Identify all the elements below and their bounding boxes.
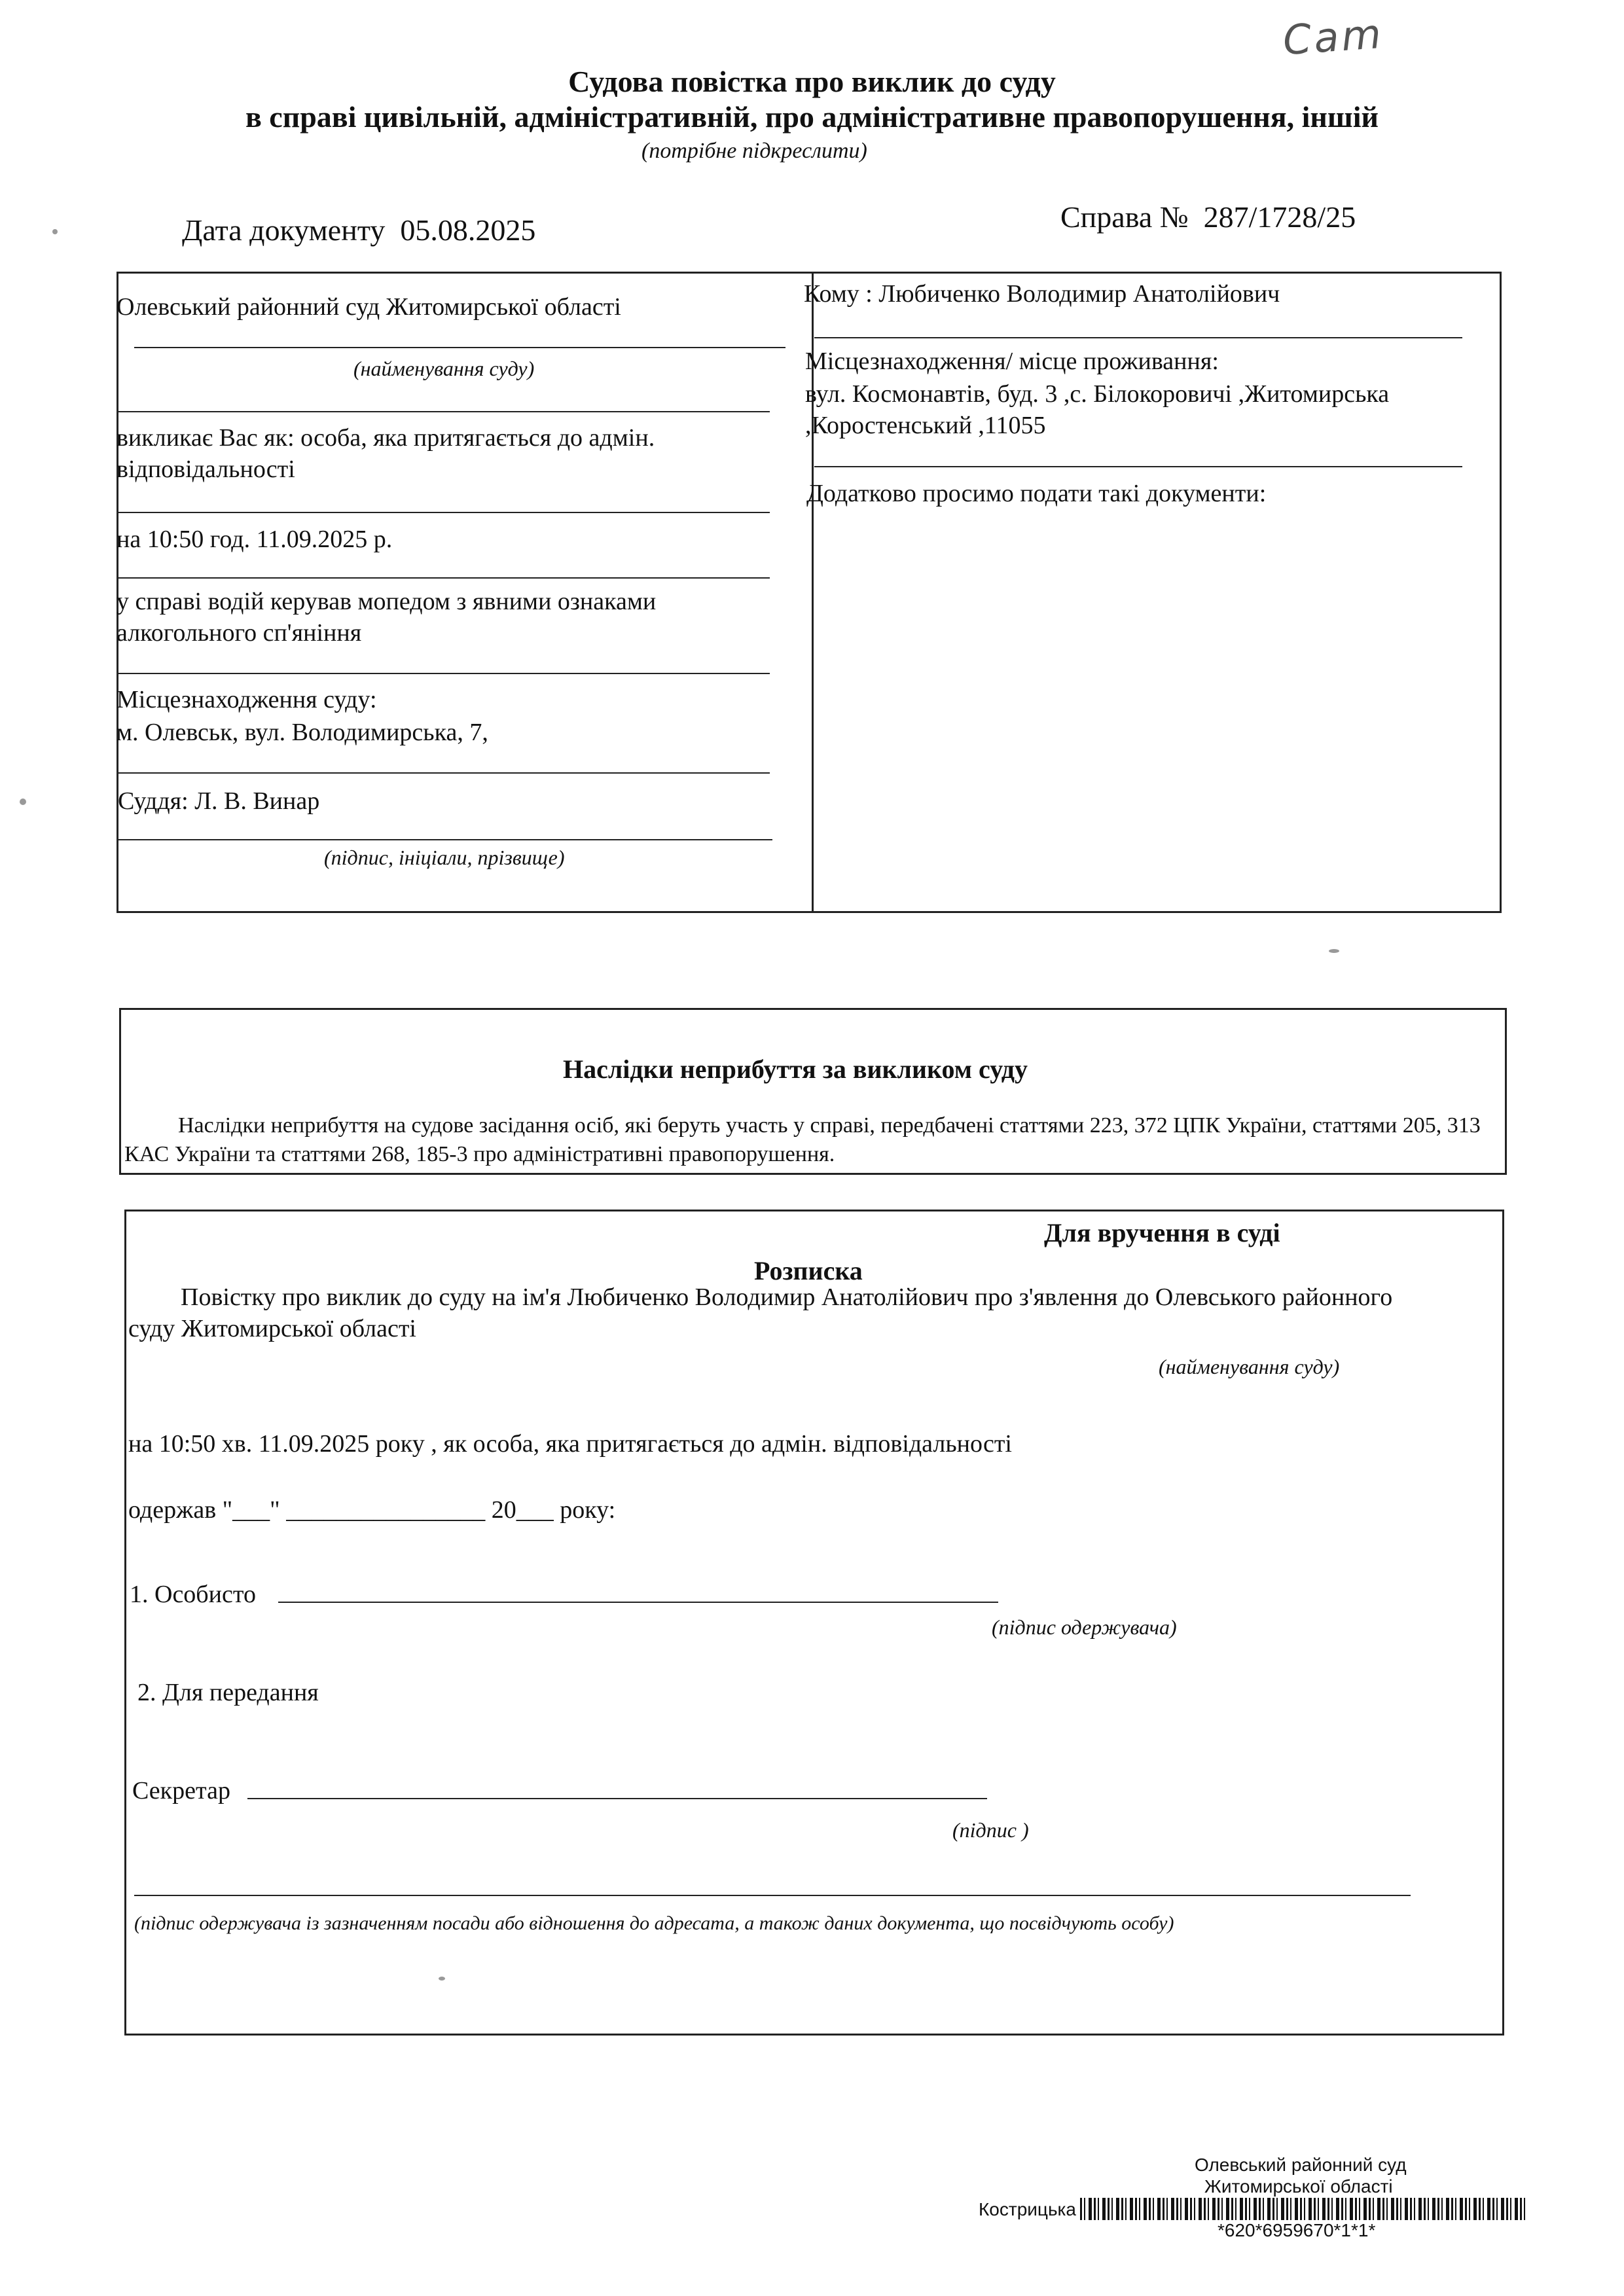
- title-line-1: Судова повістка про виклик до суду: [568, 65, 1056, 98]
- receipt-title: Розписка: [754, 1256, 863, 1285]
- addressee: Кому : Любиченко Володимир Анатолійович: [804, 280, 1280, 308]
- document-date: [182, 213, 535, 247]
- handwritten-note: Cam: [1281, 9, 1386, 65]
- rule: [814, 466, 1462, 467]
- scan-speck: [52, 229, 58, 234]
- summons-as: викликає Вас як: особа, яка притягається до адмін. відповідальності: [117, 424, 655, 483]
- rule: [814, 337, 1462, 338]
- scan-speck: [1329, 949, 1339, 953]
- judge: Суддя: Л. В. Винар: [118, 787, 320, 815]
- recipient-signature-caption: (підпис одержувача): [992, 1615, 1177, 1639]
- rule: [117, 411, 770, 412]
- rule: [134, 347, 785, 348]
- court-caption: (найменування суду): [353, 357, 535, 380]
- rule: [117, 673, 770, 674]
- bottom-signature-line: [134, 1895, 1411, 1896]
- case-value: 287/1728/25: [1203, 200, 1356, 234]
- rule: [117, 512, 770, 513]
- receipt-court-caption: (найменування суду): [1159, 1355, 1340, 1378]
- receipt-text: Повістку про виклик до суду на ім'я Любиченко Володимир Анатолійович про з'явлення до Олевського районного суду Житомирської області: [128, 1283, 1393, 1342]
- scan-speck: [439, 1977, 445, 1981]
- rule: [117, 577, 770, 579]
- receipt-time-line: на 10:50 хв. 11.09.2025 року , як особа, яка притягається до адмін. відповідальності: [128, 1430, 1012, 1458]
- stamp-court-line-1: Олевський районний суд: [1195, 2155, 1407, 2175]
- case-number: [1060, 200, 1356, 234]
- transfer-label: 2. Для передання: [137, 1679, 319, 1706]
- clerk-name: Кострицька: [979, 2199, 1076, 2219]
- date-value: 05.08.2025: [400, 213, 536, 247]
- date-label: Дата документу: [182, 213, 386, 247]
- rule: [117, 839, 772, 840]
- court-location-value: м. Олевськ, вул. Володимирська, 7,: [117, 719, 488, 746]
- title-note: (потрібне підкреслити): [641, 139, 867, 163]
- bottom-caption: (підпис одержувача із зазначенням посади або відношення до адресата, а також даних документа, що посвідчують особу): [134, 1912, 1174, 1934]
- court-name: Олевський районний суд Житомирської області: [117, 293, 621, 321]
- title-line-2: в справі цивільній, адміністративній, про адміністративне правопорушення, іншій: [245, 100, 1379, 134]
- case-matter: у справі водій керував мопедом з явними ознаками алкогольного сп'яніння: [117, 588, 657, 647]
- barcode: [1080, 2198, 1525, 2220]
- documents-label: Додатково просимо подати такі документи:: [806, 480, 1267, 507]
- personally-signature-line: [278, 1602, 998, 1603]
- consequences-title: Наслідки неприбуття за викликом суду: [563, 1054, 1028, 1084]
- signature-caption: (підпис, ініціали, прізвище): [324, 846, 565, 869]
- scan-speck: [20, 798, 26, 805]
- court-location-label: Місцезнаходження суду:: [117, 686, 377, 713]
- case-label: Справа №: [1060, 200, 1189, 234]
- personally-label: 1. Особисто: [130, 1581, 256, 1608]
- stamp-court-line-2: Житомирської області: [1204, 2176, 1393, 2197]
- consequences-text: Наслідки неприбуття на судове засідання осіб, які беруть участь у справі, передбачені статтями 223, 372 ЦПК України, статтями 205, 313 КАС України та статтями 268, 185-3 про адміністративні правопорушення.: [124, 1113, 1481, 1166]
- secretary-signature-caption: (підпис ): [952, 1818, 1029, 1842]
- residence-label: Місцезнаходження/ місце проживання:: [805, 348, 1219, 375]
- residence-value: вул. Космонавтів, буд. 3 ,с. Білокоровичі ,Житомирська ,Коростенський ,11055: [805, 380, 1390, 439]
- for-court-label: Для вручення в суді: [1044, 1218, 1280, 1247]
- hearing-time: на 10:50 год. 11.09.2025 р.: [117, 526, 393, 553]
- rule: [117, 772, 770, 774]
- barcode-number: *620*6959670*1*1*: [1218, 2220, 1376, 2240]
- secretary-label: Секретар: [132, 1777, 230, 1804]
- received-line: одержав "___" ________________ 20___ року:: [128, 1496, 616, 1524]
- secretary-signature-line: [247, 1798, 987, 1799]
